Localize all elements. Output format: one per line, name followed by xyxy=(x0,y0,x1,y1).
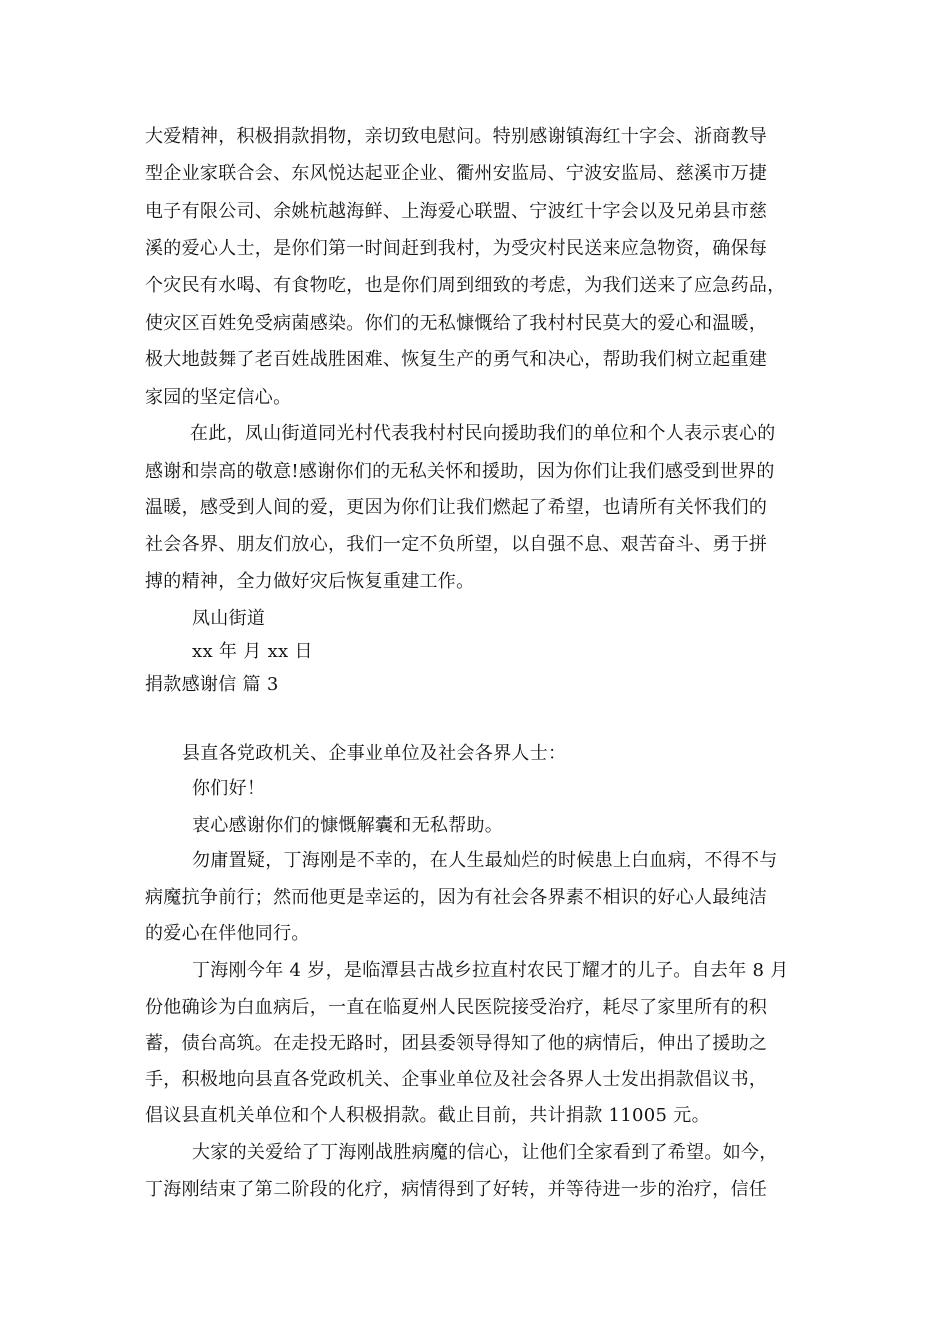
text-line: 病魔抗争前行；然而他更是幸运的，因为有社会各界素不相识的好心人最纯洁 xyxy=(145,887,768,908)
text-line: 使灾区百姓免受病菌感染。你们的无私慷慨给了我村村民莫大的爱心和温暖， xyxy=(145,313,768,334)
text-line: 电子有限公司、余姚杭越海鲜、上海爱心联盟、宁波红十字会以及兄弟县市慈 xyxy=(145,201,768,222)
text-line: 手，积极地向县直各党政机关、企事业单位及社会各界人士发出捐款倡议书， xyxy=(145,1069,768,1090)
text-line: 丁海刚今年 4 岁，是临潭县古战乡拉直村农民丁耀才的儿子。自去年 8 月 xyxy=(192,960,789,981)
text-line: 份他确诊为白血病后，一直在临夏州人民医院接受治疗，耗尽了家里所有的积 xyxy=(145,997,768,1018)
text-line: 的爱心在伴他同行。 xyxy=(145,923,310,944)
text-line: 搏的精神，全力做好灾后恢复重建工作。 xyxy=(145,571,475,592)
greeting: 你们好！ xyxy=(192,778,266,799)
text-line: 型企业家联合会、东风悦达起亚企业、衢州安监局、宁波安监局、慈溪市万捷 xyxy=(145,163,768,184)
text-line: 感谢和崇高的敬意!感谢你们的无私关怀和援助，因为你们让我们感受到世界的 xyxy=(145,461,775,482)
thanks-line: 衷心感谢你们的慷慨解囊和无私帮助。 xyxy=(192,815,504,836)
text-line: 在此，凤山街道同光村代表我村村民向援助我们的单位和个人表示衷心的 xyxy=(190,423,776,444)
text-line: 溪的爱心人士，是你们第一时间赶到我村，为受灾村民送来应急物资，确保每 xyxy=(145,238,768,259)
text-line: 个灾民有水喝、有食物吃，也是你们周到细致的考虑，为我们送来了应急药品， xyxy=(145,275,786,296)
text-line: 社会各界、朋友们放心，我们一定不负所望，以自强不息、艰苦奋斗、勇于拼 xyxy=(145,534,768,555)
section-title: 捐款感谢信 篇 3 xyxy=(145,674,279,695)
text-line: 大家的关爱给了丁海刚战胜病魔的信心，让他们全家看到了希望。如今， xyxy=(192,1142,778,1163)
text-line: 勿庸置疑，丁海刚是不幸的，在人生最灿烂的时候患上白血病，不得不与 xyxy=(192,850,778,871)
text-line: 极大地鼓舞了老百姓战胜困难、恢复生产的勇气和决心，帮助我们树立起重建 xyxy=(145,349,768,370)
salutation: 县直各党政机关、企事业单位及社会各界人士： xyxy=(182,743,567,764)
text-line: 家园的坚定信心。 xyxy=(145,387,292,408)
text-line: 丁海刚结束了第二阶段的化疗，病情得到了好转，并等待进一步的治疗，信任 xyxy=(145,1179,768,1200)
date-line: xx 年 月 xx 日 xyxy=(192,641,313,662)
text-line: 大爱精神，积极捐款捐物，亲切致电慰问。特别感谢镇海红十字会、浙商教导 xyxy=(145,126,768,147)
text-line: 蓄，债台高筑。在走投无路时，团县委领导得知了他的病情后，伸出了援助之 xyxy=(145,1033,768,1054)
text-line: 倡议县直机关单位和个人积极捐款。截止目前，共计捐款 11005 元。 xyxy=(145,1105,710,1126)
signature: 凤山街道 xyxy=(192,608,266,629)
text-line: 温暖，感受到人间的爱，更因为你们让我们燃起了希望，也请所有关怀我们的 xyxy=(145,497,768,518)
